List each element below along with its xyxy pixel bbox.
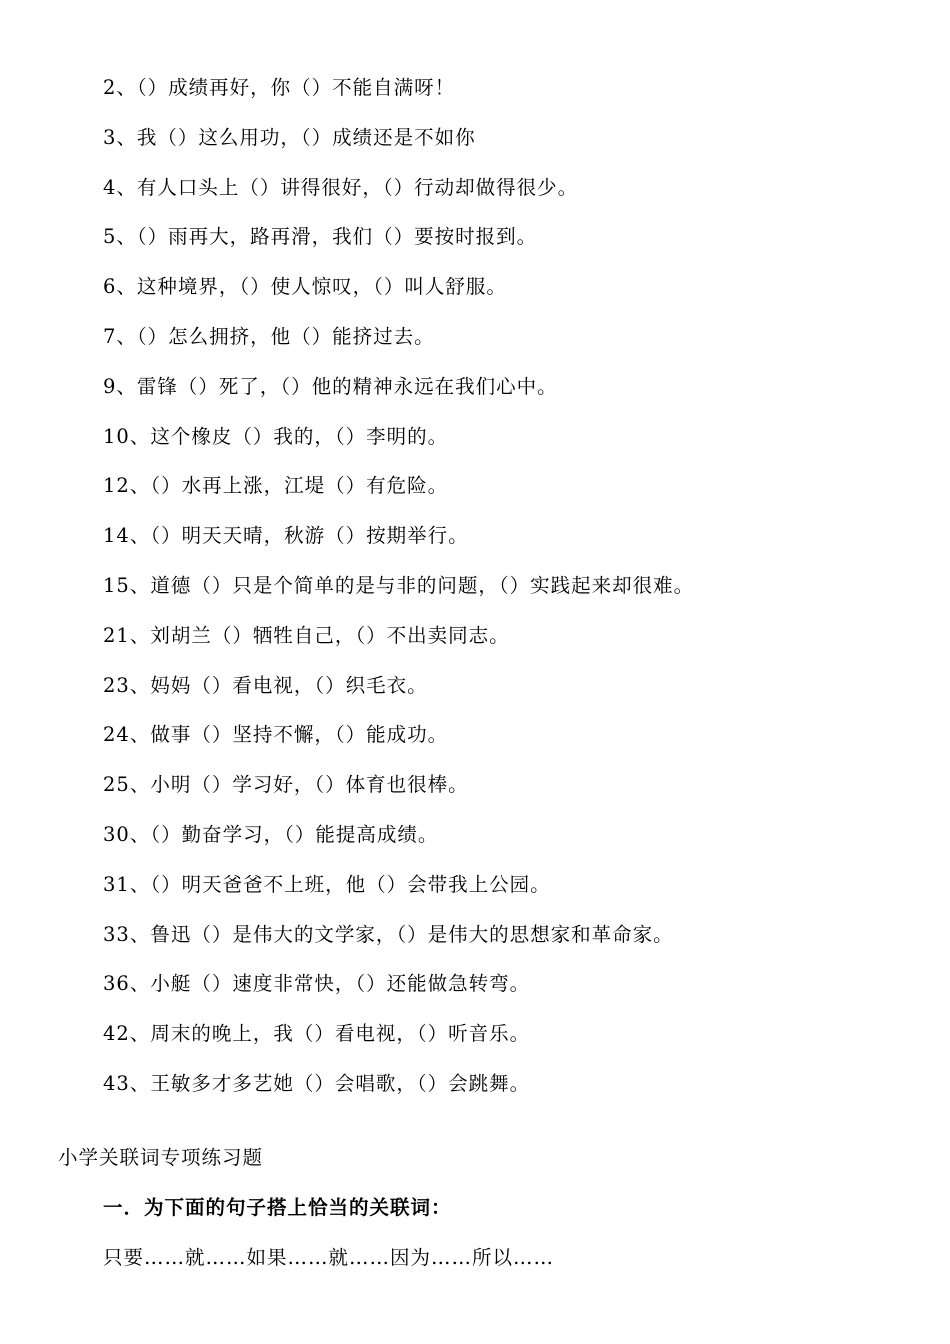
- exercise-item: 30、（）勤奋学习，（）能提高成绩。: [103, 822, 439, 846]
- exercise-item: 3、我（）这么用功，（）成绩还是不如你: [103, 125, 476, 149]
- exercise-item: 4、有人口头上（）讲得很好，（）行动却做得很少。: [103, 175, 579, 199]
- exercise-item: 42、周末的晚上，我（）看电视，（）听音乐。: [103, 1022, 531, 1046]
- conjunction-word-bank: 只要……就……如果……就……因为……所以……: [103, 1246, 555, 1269]
- exercise-list: [103, 70, 694, 1116]
- exercise-item: 43、王敏多才多艺她（）会唱歌，（）会跳舞。: [103, 1071, 531, 1095]
- exercise-item: 21、刘胡兰（）牺牲自己，（）不出卖同志。: [103, 623, 510, 647]
- exercise-item: 10、这个橡皮（）我的，（）李明的。: [103, 424, 449, 448]
- exercise-item: 31、（）明天爸爸不上班，他（）会带我上公园。: [103, 872, 551, 896]
- exercise-item: 33、鲁迅（）是伟大的文学家，（）是伟大的思想家和革命家。: [103, 922, 674, 946]
- exercise-item: 7、（）怎么拥挤，他（）能挤过去。: [103, 324, 435, 348]
- exercise-item: 6、这种境界，（）使人惊叹，（）叫人舒服。: [103, 275, 507, 299]
- exercise-item: 9、雷锋（）死了，（）他的精神永远在我们心中。: [103, 374, 558, 398]
- exercise-item: 15、道德（）只是个简单的是与非的问题，（）实践起来却很难。: [103, 573, 695, 597]
- exercise-item: 2、（）成绩再好，你（）不能自满呀！: [103, 76, 456, 99]
- exercise-item: 36、小艇（）速度非常快，（）还能做急转弯。: [103, 972, 531, 996]
- exercise-item: 25、小明（）学习好，（）体育也很棒。: [103, 773, 469, 797]
- section-title: 小学关联词专项练习题: [58, 1146, 264, 1169]
- exercise-item: 24、做事（）坚持不懈，（）能成功。: [103, 723, 449, 747]
- exercise-item: 5、（）雨再大，路再滑，我们（）要按时报到。: [103, 225, 538, 249]
- exercise-item: 12、（）水再上涨，江堤（）有危险。: [103, 474, 449, 498]
- section-instruction: 一．为下面的句子搭上恰当的关联词：: [103, 1196, 452, 1219]
- exercise-item: 14、（）明天天晴，秋游（）按期举行。: [103, 524, 469, 548]
- exercise-item: 23、妈妈（）看电视，（）织毛衣。: [103, 673, 428, 697]
